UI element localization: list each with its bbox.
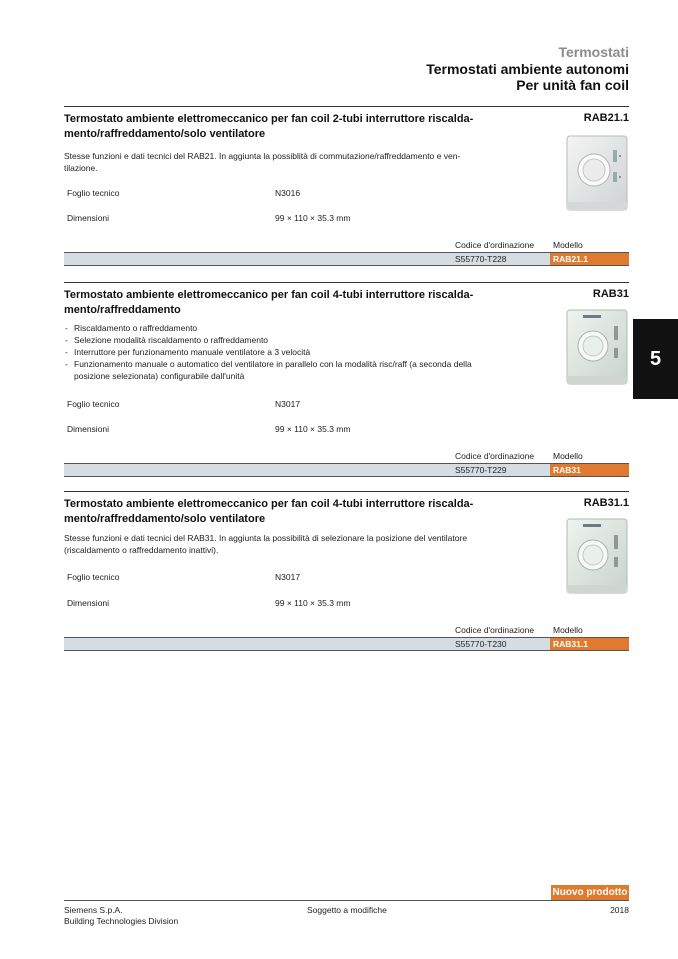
order-code: S55770-T229 xyxy=(455,465,507,475)
model-header: Modello xyxy=(553,451,583,461)
product-rab21-1 xyxy=(64,106,629,271)
company-name: Siemens S.p.A. xyxy=(64,905,123,915)
dimensions-label: Dimensioni xyxy=(67,213,110,223)
product-rab31 xyxy=(64,282,629,482)
product-title: Termostato ambiente elettromeccanico per fan coil 4-tubi interruttore riscalda-mento/raffreddamento/solo ventilatore xyxy=(64,498,474,525)
model-value: RAB21.1 xyxy=(553,254,588,264)
page-subtitle: Per unità fan coil xyxy=(516,77,629,93)
datasheet-label: Foglio tecnico xyxy=(67,188,120,198)
model-badge xyxy=(550,464,629,476)
model-badge xyxy=(550,253,629,265)
order-code-header: Codice d'ordinazione xyxy=(455,451,535,461)
division-name: Building Technologies Division xyxy=(64,916,179,926)
model-header: Modello xyxy=(553,625,583,635)
section-rule xyxy=(64,491,629,492)
datasheet-value: N3017 xyxy=(275,572,301,582)
order-header xyxy=(64,625,629,636)
product-code: RAB31.1 xyxy=(583,497,629,509)
model-value: RAB31.1 xyxy=(553,639,588,649)
footer-notice: Soggetto a modifiche xyxy=(307,905,387,915)
section-name: Termostati xyxy=(558,44,629,60)
page-header xyxy=(426,44,629,93)
datasheet-value: N3016 xyxy=(275,188,301,198)
footer-year: 2018 xyxy=(610,905,629,915)
datasheet-label: Foglio tecnico xyxy=(67,399,120,409)
page-title: Termostati ambiente autonomi xyxy=(426,61,629,77)
chapter-tab: 5 xyxy=(633,319,678,399)
order-code-header: Codice d'ordinazione xyxy=(455,625,535,635)
product-description: Stesse funzioni e dati tecnici del RAB31. In aggiunta la possibilità di selezionare la posizione del ventilatore (riscaldamento o raffreddamento inattivi). xyxy=(64,533,468,555)
order-header xyxy=(64,451,629,462)
feature-item: - Selezione modalità riscaldamento o raffreddamento xyxy=(64,334,489,346)
feature-item: - Interruttore per funzionamento manuale ventilatore a 3 velocità xyxy=(64,346,489,358)
footer-company xyxy=(64,905,178,927)
feature-item: - Funzionamento manuale o automatico del ventilatore in parallelo con la modalità risc/raff (a seconda della posizione selezionata) configurabile dall'unità xyxy=(64,358,489,382)
thermostat-rab21-1-image xyxy=(565,132,629,214)
product-code: RAB31 xyxy=(592,288,629,300)
model-badge xyxy=(550,638,629,650)
thermostat-rab31-image xyxy=(565,306,629,388)
new-product-badge: Nuovo prodotto xyxy=(552,887,628,898)
product-description: Stesse funzioni e dati tecnici del RAB21. In aggiunta la possiblità di commutazione/raffreddamento e ven-tilazione. xyxy=(64,151,461,173)
dimensions-label: Dimensioni xyxy=(67,424,110,434)
product-code: RAB21.1 xyxy=(583,112,629,124)
order-row xyxy=(64,463,629,477)
datasheet-value: N3017 xyxy=(275,399,301,409)
model-value: RAB31 xyxy=(553,465,581,475)
dimensions-label: Dimensioni xyxy=(67,598,110,608)
section-rule xyxy=(64,106,629,107)
order-code: S55770-T228 xyxy=(455,254,507,264)
feature-item: - Riscaldamento o raffreddamento xyxy=(64,322,489,334)
order-code: S55770-T230 xyxy=(455,639,507,649)
order-row xyxy=(64,637,629,651)
product-features xyxy=(64,322,489,382)
product-title: Termostato ambiente elettromeccanico per fan coil 4-tubi interruttore riscalda-mento/raffreddamento xyxy=(64,289,474,316)
product-rab31-1 xyxy=(64,491,629,656)
dimensions-value: 99 × 110 × 35.3 mm xyxy=(275,424,351,434)
order-row xyxy=(64,252,629,266)
order-code-header: Codice d'ordinazione xyxy=(455,240,535,250)
model-header: Modello xyxy=(553,240,583,250)
order-header xyxy=(64,240,629,251)
datasheet-label: Foglio tecnico xyxy=(67,572,120,582)
thermostat-rab31-1-image xyxy=(565,515,629,597)
dimensions-value: 99 × 110 × 35.3 mm xyxy=(275,598,351,608)
footer-rule xyxy=(64,900,629,901)
dimensions-value: 99 × 110 × 35.3 mm xyxy=(275,213,351,223)
section-rule xyxy=(64,282,629,283)
product-title: Termostato ambiente elettromeccanico per fan coil 2-tubi interruttore riscalda-mento/raffreddamento/solo ventilatore xyxy=(64,113,474,140)
